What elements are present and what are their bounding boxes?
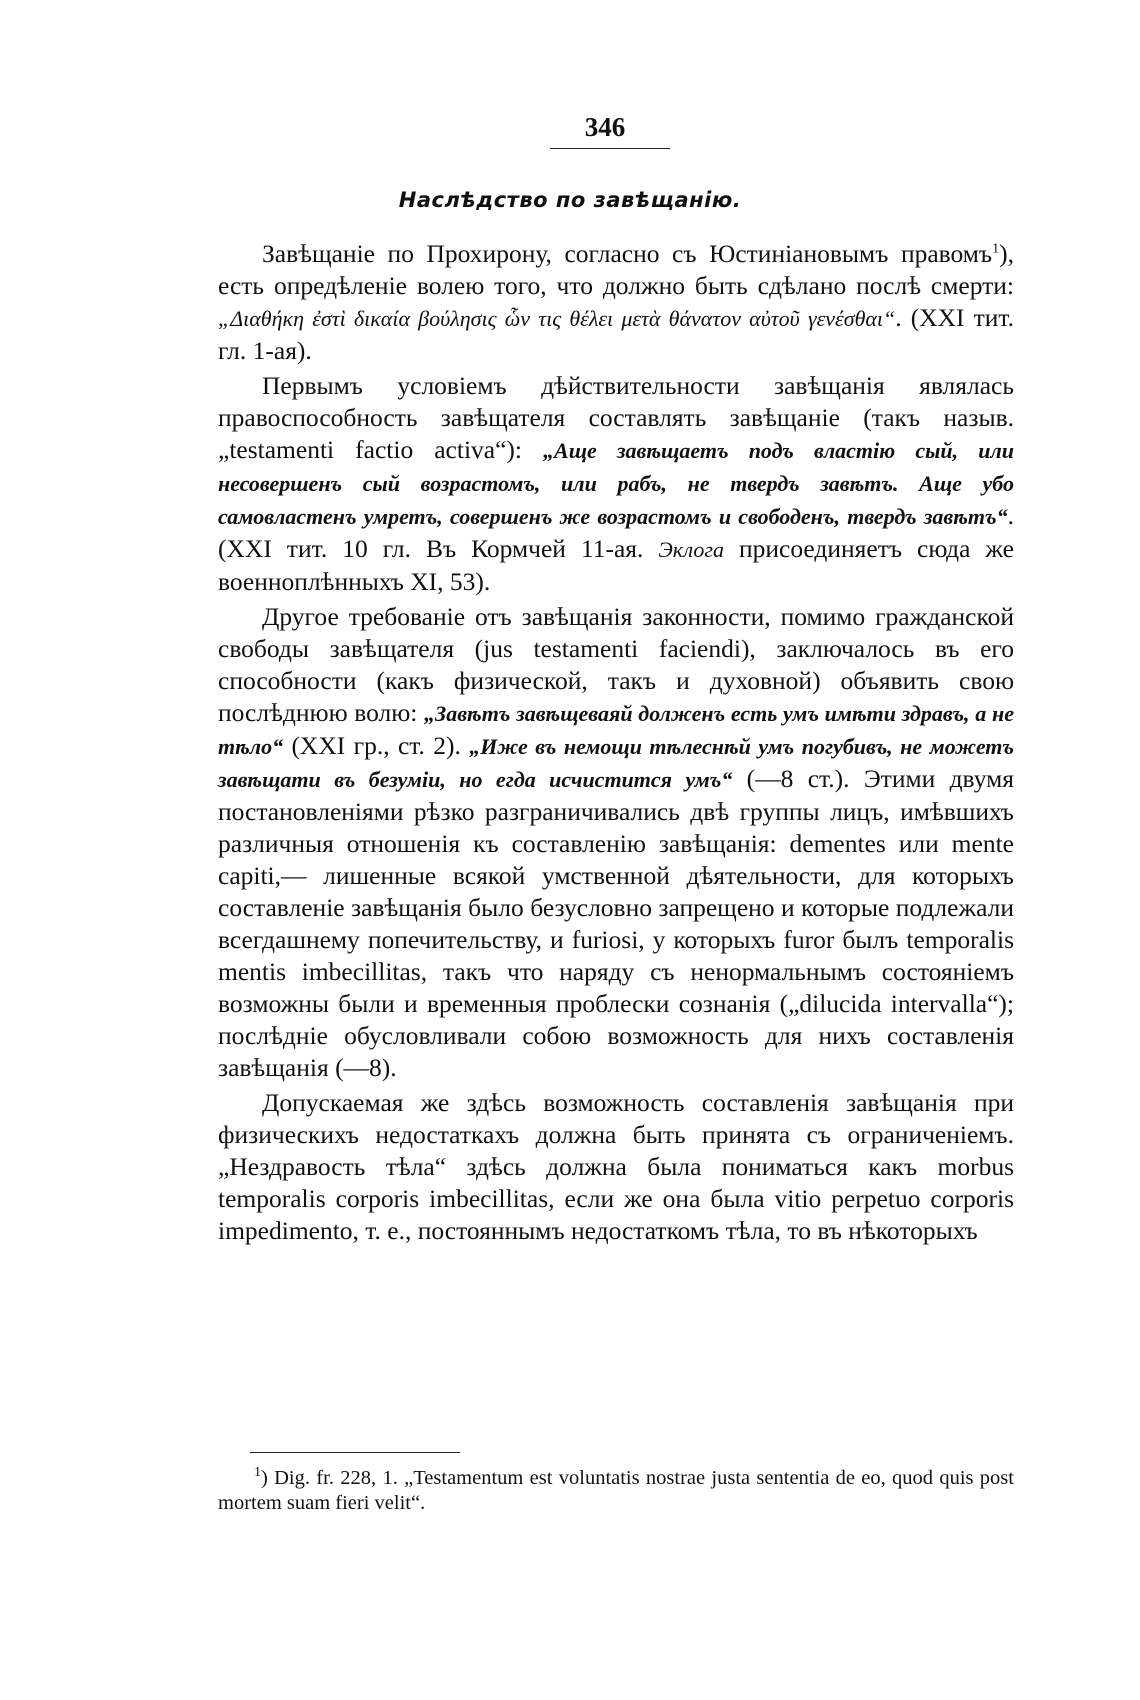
footnote	[218, 1466, 1014, 1516]
paragraph-2	[218, 370, 1014, 598]
footnote-rule	[250, 1452, 460, 1453]
footnote-text: ) Dig. fr. 228, 1. „Testamentum est voluntatis nostrae justa sententia de eo, quod quis post mortem suam fieri velit“.	[218, 1467, 1014, 1514]
paragraph-text: Допускаемая же здѣсь возможность составленія завѣщанія при физическихъ недостаткахъ должна быть принята съ ограниченіемъ. „Нездравость тѣла“ здѣсь должна была пониматься какъ morbus temporalis corporis imbecillitas, если же она была vitio perpetuo corporis impedimento, т. е., постояннымъ недостаткомъ тѣла, то въ нѣкоторыхъ	[218, 1088, 1014, 1245]
body-text	[218, 238, 1014, 1250]
slavonic-quotation: „Иже въ немощи тѣлеснѣй умъ погубивъ, не можетъ завѣщати въ безуміи, но егда исчистится умъ“	[218, 734, 1014, 792]
footnote-reference: 1	[992, 241, 1000, 257]
greek-quotation: „Διαθήκη ἐστὶ δικαία βούλησις ὧν τις θέλει μετὰ θάνατον αὐτοῦ γενέσθαι“	[218, 306, 896, 331]
footnotes	[218, 1466, 1014, 1516]
footnote-mark: 1	[254, 1465, 261, 1481]
slavonic-quotation: „Завѣтъ завѣщеваяй долженъ есть умъ имѣти здравъ, а не тѣло“	[218, 701, 1014, 759]
paragraph-text: . (XXI тит. 10 гл. Въ Кормчей 11-ая.	[218, 501, 1014, 563]
paragraph-text: Другое требованіе отъ завѣщанія законности, помимо гражданской свободы завѣщателя (jus testamenti faciendi), заключалось въ его способности (какъ физической, такъ и духовной) объявить свою послѣднюю волю:	[218, 602, 1014, 727]
paragraph-text: ), есть опредѣленіе волею того, что должно быть сдѣлано послѣ смерти:	[218, 239, 1014, 300]
paragraph-3	[218, 601, 1014, 1084]
section-title: Наслѣдство по завѣщанію.	[398, 188, 742, 212]
slavonic-quotation: „Аще завѣщаетъ подъ властію сый, или несовершенъ сый возрастомъ, или рабъ, не твердъ завѣтъ. Аще убо самовластенъ умретъ, совершенъ же возрастомъ и свободенъ, твердъ завѣтъ“	[218, 438, 1015, 529]
paragraph-1	[218, 238, 1014, 367]
paragraph-text: . (XXI тит. гл. 1-ая).	[218, 303, 1014, 365]
ecloga-reference: Эклога	[658, 537, 724, 562]
paragraph-text: (—8 ст.). Этими двумя постановленіями рѣзко разграничивались двѣ группы лицъ, имѣвшихъ различныя отношенія къ составленію завѣщанія: dementes или mente capiti,— лишенные всякой умственной дѣятельности, для которыхъ составленіе завѣщанія было безусловно запрещено и которые подлежали всегдашнему попечительству, и furiosi, у которыхъ furor былъ temporalis mentis imbecillitas, такъ что наряду съ ненормальнымъ состояніемъ возможны были и временныя проблески сознанія („dilucida intervalla“); послѣдніе обусловливали собою возможность для нихъ составленія завѣщанія (—8).	[218, 764, 1015, 1082]
paragraph-text: Первымъ условіемъ дѣйствительности завѣщанія являлась правоспособность завѣщателя составлять завѣщаніе (такъ назыв. „testamenti factio activa“):	[218, 371, 1014, 464]
page-number: 346	[584, 112, 626, 142]
paragraph-text: (XXI гр., ст. 2).	[283, 731, 470, 760]
paragraph-4	[218, 1087, 1014, 1247]
page-number-rule	[550, 148, 670, 149]
paragraph-text: Завѣщаніе по Прохирону, согласно съ Юстиніановымъ правомъ	[262, 239, 993, 268]
paragraph-text: присоединяетъ сюда же военноплѣнныхъ XI, 53).	[218, 534, 1014, 596]
